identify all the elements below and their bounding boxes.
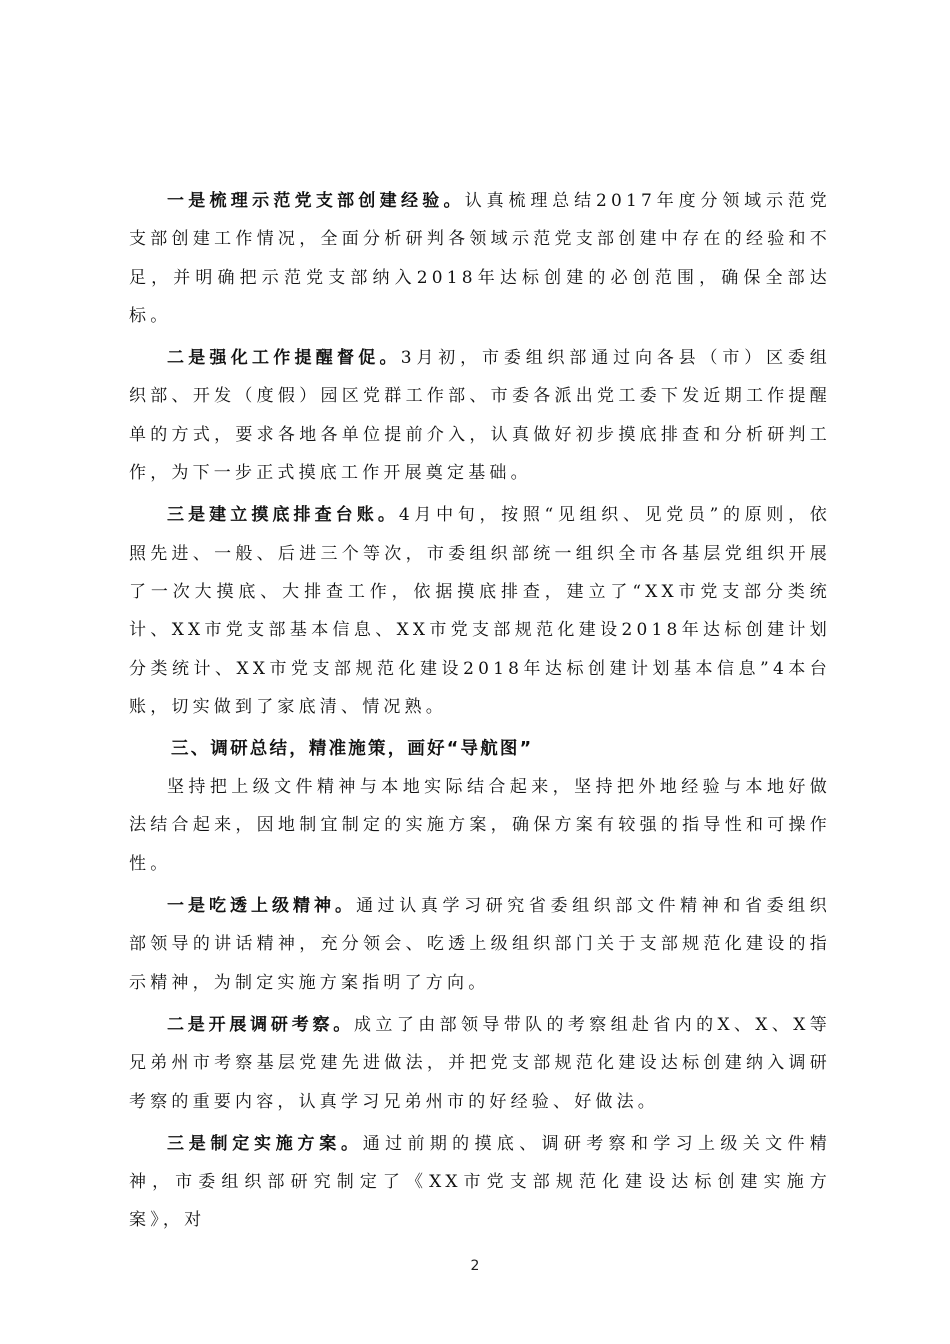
section-intro: 坚持把上级文件精神与本地实际结合起来，坚持把外地经验与本地好做法结合起来，因地制宜制定的实施方案，确保方案有较强的指导性和可操作性。 bbox=[129, 777, 831, 874]
paragraph-lead: 三是制定实施方案。 bbox=[167, 1133, 363, 1154]
page-number: 2 bbox=[470, 1258, 480, 1274]
paragraph-lead: 二是开展调研考察。 bbox=[167, 1014, 355, 1035]
paragraph-understand-spirit bbox=[129, 887, 831, 1002]
paragraph-survey-ledger bbox=[129, 496, 831, 726]
paragraph-body: 通过前期的摸底、调研考察和学习上级关文件精神，市委组织部研究制定了《XX市党支部规范化建设达标创建实施方案》，对 bbox=[129, 1133, 831, 1231]
paragraph-reminder-supervision bbox=[129, 339, 831, 492]
paragraph-body: 认真梳理总结2017年度分领域示范党支部创建工作情况，全面分析研判各领域示范党支部创建中存在的经验和不足，并明确把示范党支部纳入2018年达标创建的必创范围，确保全部达标。 bbox=[129, 191, 831, 326]
paragraph-lead: 一是吃透上级精神。 bbox=[167, 896, 357, 917]
section-heading: 三、调研总结，精准施策，画好“导航图” bbox=[171, 739, 534, 760]
paragraph-body: 3月初，市委组织部通过向各县（市）区委组织部、开发（度假）园区党群工作部、市委各派出党工委下发近期工作提醒单的方式，要求各地各单位提前介入，认真做好初步摸底排查和分析研判工作，为下一步正式摸底工作开展奠定基础。 bbox=[129, 348, 831, 484]
paragraph-implementation-plan bbox=[129, 1125, 831, 1240]
paragraph-research-inspection bbox=[129, 1006, 831, 1121]
paragraph-lead: 一是梳理示范党支部创建经验。 bbox=[167, 191, 465, 211]
paragraph-lead: 二是强化工作提醒督促。 bbox=[167, 348, 401, 369]
paragraph-body: 4月中旬，按照“见组织、见党员”的原则，依照先进、一般、后进三个等次，市委组织部统一组织全市各基层党组织开展了一次大摸底、大排查工作，依据摸底排查，建立了“XX市党支部分类统计、XX市党支部基本信息、XX市党支部规范化建设2018年达标创建计划分类统计、XX市党支部规范化建设2018年达标创建计划基本信息”4本台账，切实做到了家底清、情况熟。 bbox=[129, 505, 831, 717]
paragraph-lead: 三是建立摸底排查台账。 bbox=[167, 505, 399, 526]
paragraph-combing-experience bbox=[129, 182, 831, 335]
paragraph-body: 成立了由部领导带队的考察组赴省内的X、X、X等兄弟州市考察基层党建先进做法，并把党支部规范化建设达标创建纳入调研考察的重要内容，认真学习兄弟州市的好经验、好做法。 bbox=[129, 1014, 831, 1112]
document-body bbox=[129, 182, 831, 1244]
paragraph-body: 通过认真学习研究省委组织部文件精神和省委组织部领导的讲话精神，充分领会、吃透上级组织部门关于支部规范化建设的指示精神，为制定实施方案指明了方向。 bbox=[129, 896, 831, 993]
